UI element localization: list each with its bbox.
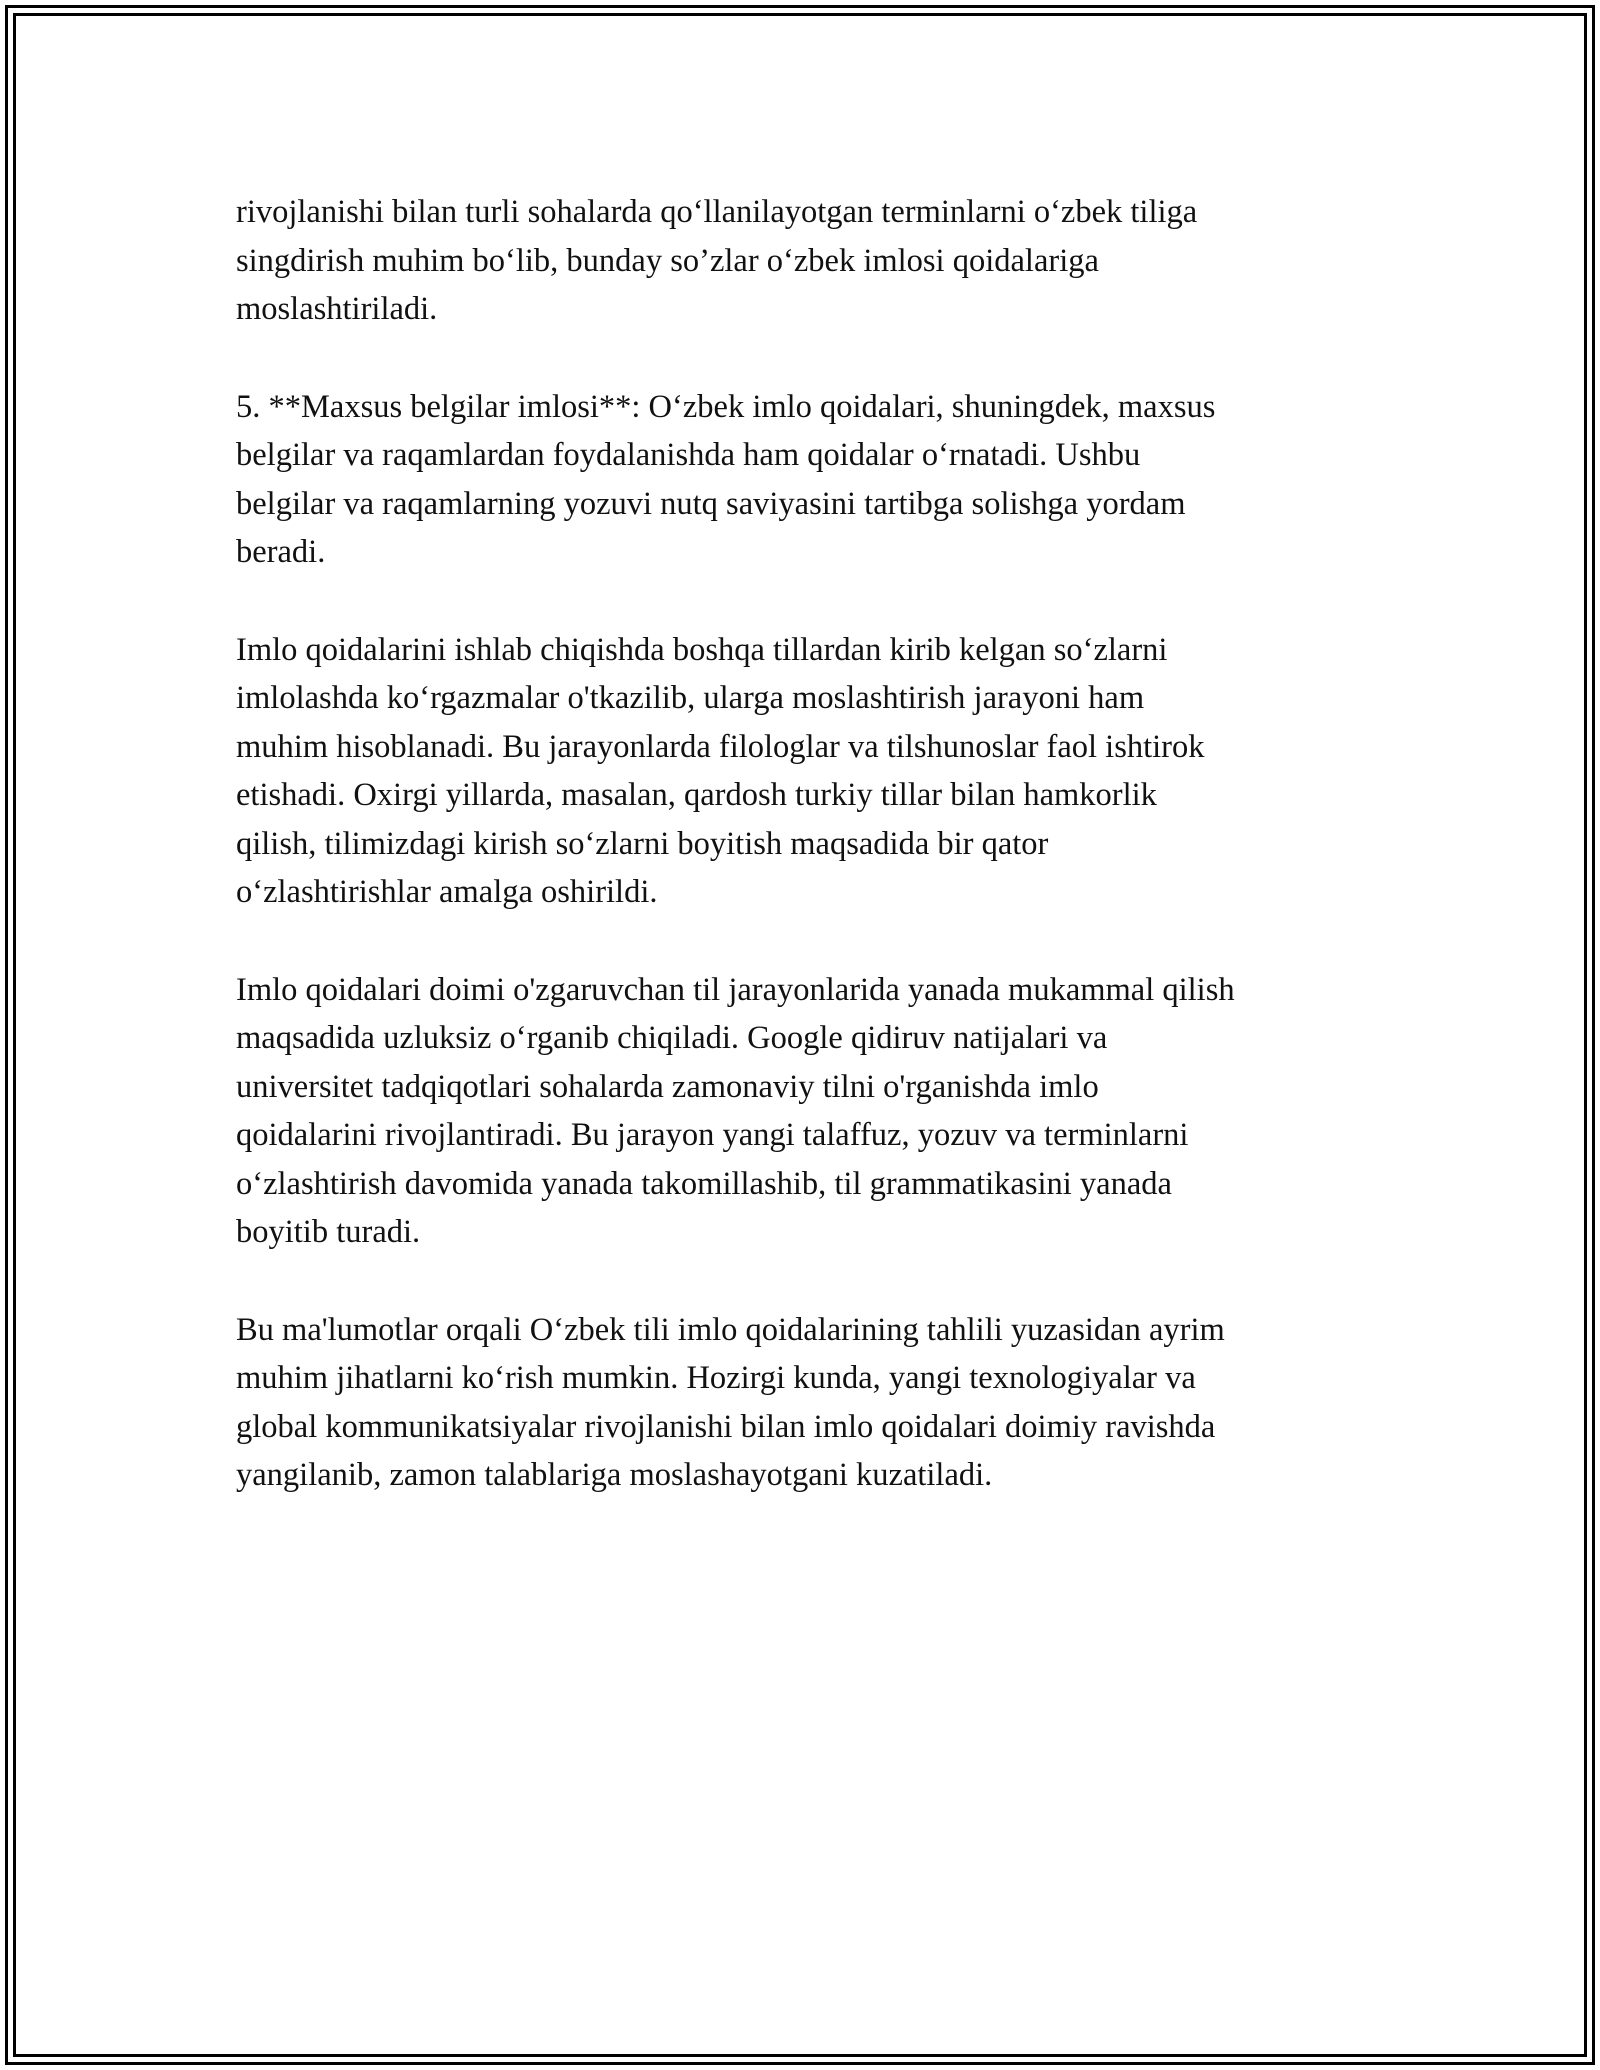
paragraph-conclusion: Bu ma'lumotlar orqali O‘zbek tili imlo qoidalarining tahlili yuzasidan ayrim muhim jihatlarni ko‘rish mumkin. Hozirgi kunda, yangi texnologiyalar va global kommunikatsiyalar rivojlanishi bilan imlo qoidalari doimiy ravishda yangilanib, zamon talablariga moslashayotgani kuzatiladi.	[236, 1311, 1225, 1493]
paragraph-terminology: rivojlanishi bilan turli sohalarda qo‘llanilayotgan terminlarni o‘zbek tiliga singdirish muhim bo‘lib, bunday so’zlar o‘zbek imlosi qoidalariga moslashtiriladi.	[236, 194, 1198, 327]
paragraph-continuous-study: Imlo qoidalari doimi o'zgaruvchan til jarayonlarida yanada mukammal qilish maqsadida uzluksiz o‘rganib chiqiladi. Google qidiruv natijalari va universitet tadqiqotlari sohalarda zamonaviy tilni o'rganishda imlo qoidalarini rivojlantiradi. Bu jarayon yangi talaffuz, yozuv va terminlarni o‘zlashtirish davomida yanada takomillashib, til grammatikasini yanada boyitib turadi.	[236, 971, 1235, 1250]
document-body	[236, 188, 1376, 1549]
paragraph-borrowed-words: Imlo qoidalarini ishlab chiqishda boshqa tillardan kirib kelgan so‘zlarni imlolashda ko‘rgazmalar o'tkazilib, ularga moslashtirish jarayoni ham muhim hisoblanadi. Bu jarayonlarda filologlar va tilshunoslar faol ishtirok etishadi. Oxirgi yillarda, masalan, qardosh turkiy tillar bilan hamkorlik qilish, tilimizdagi kirish so‘zlarni boyitish maqsadida bir qator o‘zlashtirishlar amalga oshirildi.	[236, 631, 1205, 910]
paragraph-special-symbols: 5. **Maxsus belgilar imlosi**: O‘zbek imlo qoidalari, shuningdek, maxsus belgilar va raqamlardan foydalanishda ham qoidalar o‘rnatadi. Ushbu belgilar va raqamlarning yozuvi nutq saviyasini tartibga solishga yordam beradi.	[236, 388, 1216, 570]
